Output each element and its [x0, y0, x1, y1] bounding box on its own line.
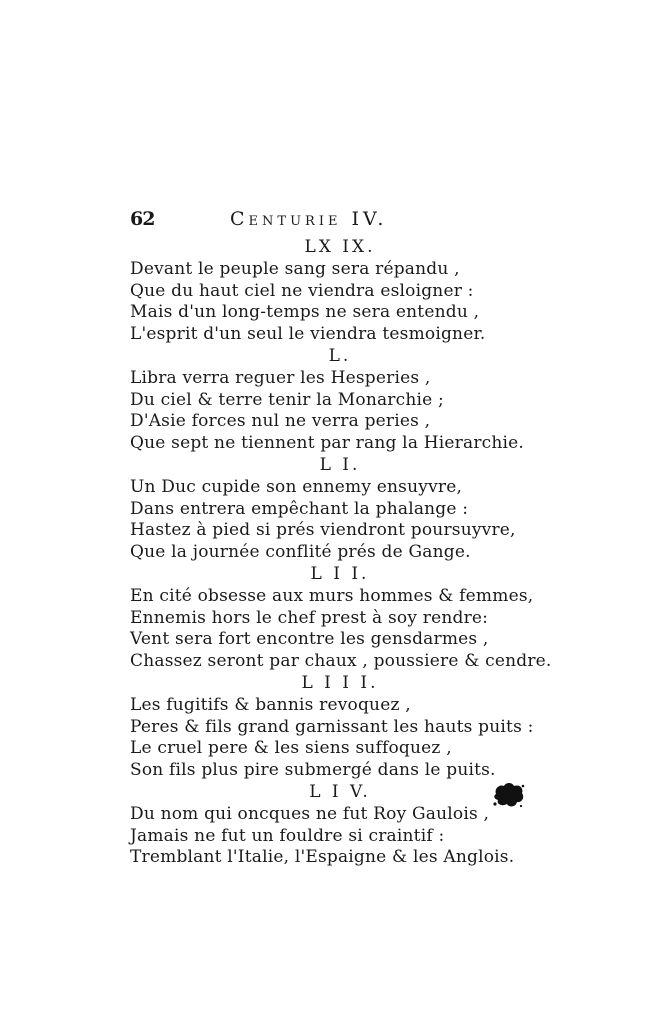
page-number: 62 — [130, 208, 155, 230]
verse-line: Hastez à pied si prés viendront poursuyvre, — [130, 520, 516, 540]
verse-line: Du ciel & terre tenir la Monarchie ; — [130, 389, 444, 410]
quatrain-numeral: L I I. — [310, 564, 370, 584]
verse-line: Les fugitifs & bannis revoquez , — [130, 695, 411, 715]
verse-line: D'Asie forces nul ne verra peries , — [130, 411, 431, 431]
quatrain-numeral: L. — [328, 346, 352, 366]
quatrain-numeral: L I V. — [309, 782, 371, 802]
verse-line: Vent sera fort encontre les gensdarmes , — [130, 629, 489, 649]
quatrain-53 — [130, 672, 534, 781]
verse-line: Que sept ne tiennent par rang la Hierarchie. — [130, 432, 525, 453]
verse-line: Le cruel pere & les siens suffoquez , — [130, 738, 452, 758]
verse-line: Que du haut ciel ne viendra esloigner : — [130, 280, 474, 301]
verse-line: Libra verra reguer les Hesperies , — [130, 368, 431, 388]
verse-line: Peres & fils grand garnissant les hauts puits : — [130, 716, 534, 737]
running-title: Centurie IV. — [230, 208, 388, 230]
ink-blot-ornament-icon — [492, 780, 526, 810]
verse-line: Ennemis hors le chef prest à soy rendre: — [130, 607, 489, 628]
quatrain-numeral: LX IX. — [304, 237, 376, 257]
quatrain-50 — [130, 345, 525, 454]
running-head — [130, 208, 510, 234]
verse-line: L'esprit d'un seul le viendra tesmoigner. — [130, 323, 486, 344]
quatrain-51 — [130, 454, 516, 563]
verse-line: Un Duc cupide son ennemy ensuyvre, — [130, 477, 463, 497]
quatrain-69 — [130, 236, 510, 345]
verse-line: Mais d'un long-temps ne sera entendu , — [130, 302, 480, 322]
verse-line: Jamais ne fut un fouldre si craintif : — [130, 825, 445, 846]
verse-line: Du nom qui oncques ne fut Roy Gaulois , — [130, 804, 490, 824]
verse-line: En cité obsesse aux murs hommes & femmes, — [130, 586, 534, 606]
verse-line: Chassez seront par chaux , poussiere & cendre. — [130, 650, 552, 671]
verse-line: Que la journée conflité prés de Gange. — [130, 541, 471, 562]
verse-line: Dans entrera empêchant la phalange : — [130, 498, 469, 519]
verse-line: Son fils plus pire submergé dans le puits. — [130, 759, 496, 780]
quatrain-52 — [130, 563, 552, 672]
verse-line: Devant le peuple sang sera répandu , — [130, 259, 460, 279]
book-page — [130, 208, 552, 869]
quatrain-54 — [130, 781, 515, 869]
quatrain-numeral: L I I I. — [301, 673, 379, 693]
verse-line: Tremblant l'Italie, l'Espaigne & les Anglois. — [130, 847, 515, 867]
quatrain-numeral: L I. — [319, 455, 361, 475]
